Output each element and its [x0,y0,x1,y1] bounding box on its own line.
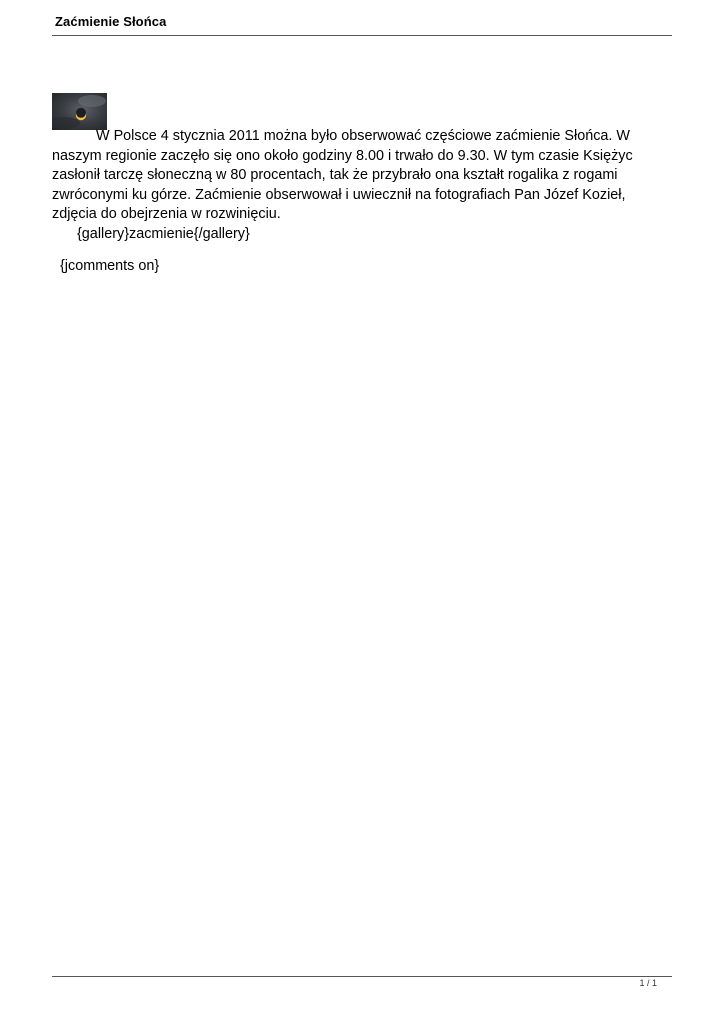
page-number: 1 / 1 [639,978,657,988]
header-divider [52,35,672,36]
article-body [52,127,672,245]
article-paragraph [52,127,672,225]
article-paragraph-text: W Polsce 4 stycznia 2011 można było obserwować częściowe zaćmienie Słońca. W naszym regionie zaczęło się ono około godziny 8.00 i trwało do 9.30. W tym czasie Księżyc zasłonił tarczę słoneczną w 80 procentach, tak że przybrało ona kształt rogalika z rogami zwróconymi ku górze. Zaćmienie obserwował i uwiecznił na fotografiach Pan Józef Kozieł, zdjęcia do obejrzenia w rozwinięciu. [52,128,633,223]
comments-placeholder: {jcomments on} [60,258,160,274]
gallery-placeholder: {gallery}zacmienie{/gallery} [77,225,250,242]
footer-divider [52,976,672,977]
moon-disc [76,108,86,118]
eclipse-photo [52,93,107,130]
page-title: Zaćmienie Słońca [55,14,167,29]
solar-eclipse-icon [52,93,107,130]
